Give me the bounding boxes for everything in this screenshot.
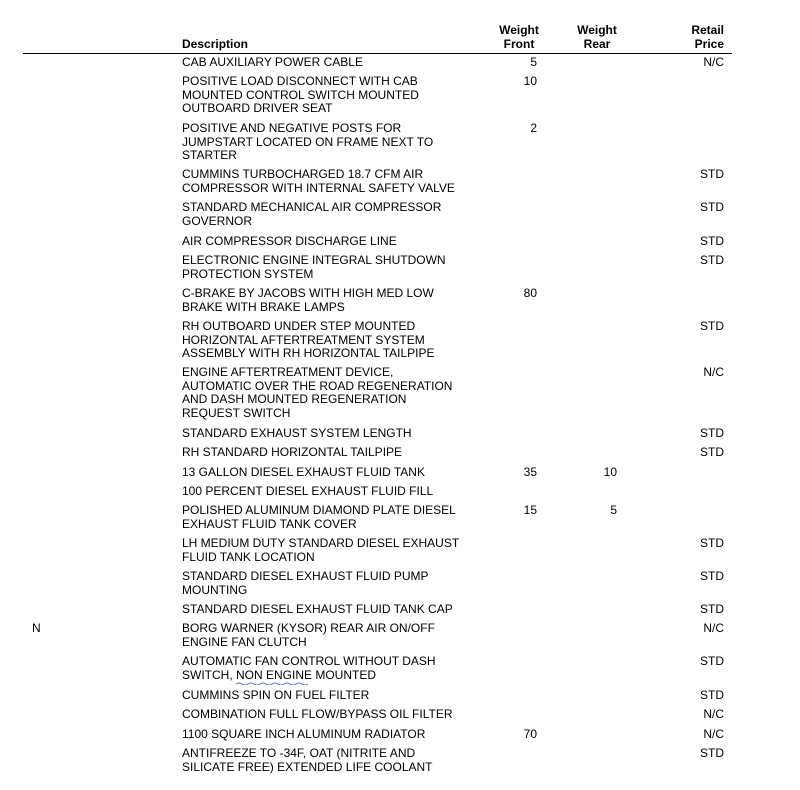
row-retail-price: STD: [700, 746, 724, 760]
row-retail-price: STD: [700, 569, 724, 583]
row-retail-price: STD: [700, 253, 724, 267]
row-description: ELECTRONIC ENGINE INTEGRAL SHUTDOWN PROTECTION SYSTEM: [182, 253, 446, 281]
row-weight-front: 80: [523, 286, 537, 300]
row-description: LH MEDIUM DUTY STANDARD DIESEL EXHAUST FLUID TANK LOCATION: [182, 536, 460, 564]
row-description: STANDARD MECHANICAL AIR COMPRESSOR GOVERNOR: [182, 200, 442, 228]
row-description: STANDARD DIESEL EXHAUST FLUID TANK CAP: [182, 602, 453, 616]
row-description: RH OUTBOARD UNDER STEP MOUNTED HORIZONTAL AFTERTREATMENT SYSTEM ASSEMBLY WITH RH HORIZONTAL TAILPIPE: [182, 319, 435, 361]
row-description: AUTOMATIC FAN CONTROL WITHOUT DASH SWITCH, NON ENGINE MOUNTED: [182, 654, 436, 682]
row-weight-front: 35: [523, 465, 537, 479]
row-retail-price: STD: [700, 536, 724, 550]
row-weight-rear: 5: [610, 503, 617, 517]
row-description: CUMMINS SPIN ON FUEL FILTER: [182, 688, 370, 702]
row-retail-price: N/C: [703, 621, 724, 635]
row-weight-front: 2: [530, 121, 537, 135]
row-description: C-BRAKE BY JACOBS WITH HIGH MED LOW BRAKE WITH BRAKE LAMPS: [182, 286, 434, 314]
row-retail-price: STD: [700, 688, 724, 702]
header-weight-front: Weight Front: [499, 23, 539, 51]
row-weight-front: 5: [530, 55, 537, 69]
row-description: COMBINATION FULL FLOW/BYPASS OIL FILTER: [182, 707, 453, 721]
row-retail-price: N/C: [703, 55, 724, 69]
row-description: CAB AUXILIARY POWER CABLE: [182, 55, 363, 69]
row-description: STANDARD DIESEL EXHAUST FLUID PUMP MOUNTING: [182, 569, 429, 597]
row-code: N: [32, 621, 41, 635]
row-description: BORG WARNER (KYSOR) REAR AIR ON/OFF ENGINE FAN CLUTCH: [182, 621, 435, 649]
row-weight-rear: 10: [603, 465, 617, 479]
row-retail-price: STD: [700, 445, 724, 459]
row-retail-price: STD: [700, 200, 724, 214]
row-retail-price: STD: [700, 602, 724, 616]
row-retail-price: STD: [700, 426, 724, 440]
row-retail-price: N/C: [703, 707, 724, 721]
row-description: POLISHED ALUMINUM DIAMOND PLATE DIESEL EXHAUST FLUID TANK COVER: [182, 503, 456, 531]
row-description: AIR COMPRESSOR DISCHARGE LINE: [182, 234, 397, 248]
header-divider: [23, 53, 732, 54]
row-description: ANTIFREEZE TO -34F, OAT (NITRITE AND SILICATE FREE) EXTENDED LIFE COOLANT: [182, 746, 433, 774]
row-description: CUMMINS TURBOCHARGED 18.7 CFM AIR COMPRESSOR WITH INTERNAL SAFETY VALVE: [182, 167, 455, 195]
row-description: POSITIVE AND NEGATIVE POSTS FOR JUMPSTART LOCATED ON FRAME NEXT TO STARTER: [182, 121, 434, 163]
row-retail-price: N/C: [703, 365, 724, 379]
row-weight-front: 10: [523, 74, 537, 88]
row-retail-price: N/C: [703, 727, 724, 741]
row-weight-front: 15: [523, 503, 537, 517]
header-weight-rear: Weight Rear: [577, 23, 617, 51]
row-weight-front: 70: [523, 727, 537, 741]
row-description: STANDARD EXHAUST SYSTEM LENGTH: [182, 426, 412, 440]
row-retail-price: STD: [700, 167, 724, 181]
row-description: 13 GALLON DIESEL EXHAUST FLUID TANK: [182, 465, 425, 479]
row-description: 1100 SQUARE INCH ALUMINUM RADIATOR: [182, 727, 426, 741]
row-description: RH STANDARD HORIZONTAL TAILPIPE: [182, 445, 403, 459]
header-retail-price: Retail Price: [691, 23, 724, 51]
row-retail-price: STD: [700, 654, 724, 668]
row-description: 100 PERCENT DIESEL EXHAUST FLUID FILL: [182, 484, 434, 498]
header-description: Description: [182, 37, 249, 51]
spellcheck-underline: [236, 682, 308, 685]
row-retail-price: STD: [700, 234, 724, 248]
row-retail-price: STD: [700, 319, 724, 333]
row-description: POSITIVE LOAD DISCONNECT WITH CAB MOUNTED CONTROL SWITCH MOUNTED OUTBOARD DRIVER SEAT: [182, 74, 419, 116]
row-description: ENGINE AFTERTREATMENT DEVICE, AUTOMATIC OVER THE ROAD REGENERATION AND DASH MOUNTED REGENERATION REQUEST SWITCH: [182, 365, 453, 420]
